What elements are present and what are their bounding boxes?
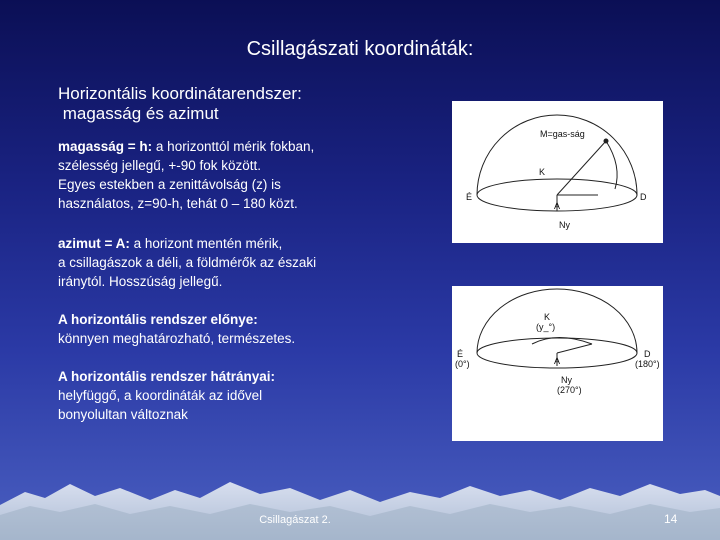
slide-title: Csillagászati koordináták: bbox=[246, 38, 474, 60]
horizon-diagram-2 bbox=[452, 286, 663, 441]
page-number: 14 bbox=[664, 512, 678, 526]
altitude-text: a horizonttól mérik fokban, bbox=[152, 139, 315, 154]
horizon-diagram-1 bbox=[452, 101, 663, 243]
south-degree-label: (180°) bbox=[635, 359, 660, 369]
altitude-line-3: Egyes estekben a zenittávolság (z) is bbox=[58, 177, 281, 192]
horizon-diagram-1-svg bbox=[452, 101, 663, 243]
azimuth-label: A bbox=[554, 201, 561, 211]
advantage-heading: A horizontális rendszer előnye: bbox=[58, 312, 258, 327]
azimuth-line-2: a csillagászok a déli, a földmérők az északi bbox=[58, 255, 317, 270]
horizon-diagram-2-svg bbox=[452, 286, 663, 441]
advantage-text: könnyen meghatározható, természetes. bbox=[58, 331, 296, 346]
subtitle-line-1: Horizontális koordinátarendszer: bbox=[58, 84, 302, 103]
disadvantage-line-3: bonyolultan változnak bbox=[58, 407, 188, 422]
altitude-line-4: használatos, z=90-h, tehát 0 – 180 közt. bbox=[58, 196, 298, 211]
north-degree-label: (0°) bbox=[455, 359, 470, 369]
east-label-2: K bbox=[544, 312, 551, 322]
east-degree-label: (y_°) bbox=[536, 322, 556, 332]
paragraph-disadvantage bbox=[58, 367, 408, 424]
south-label-2: D bbox=[644, 349, 651, 359]
disadvantage-line-2: helyfüggő, a koordináták az idővel bbox=[58, 388, 263, 403]
east-label: K bbox=[539, 167, 546, 177]
altitude-label: M=gas-ság bbox=[540, 129, 585, 139]
azimuth-line-3: iránytól. Hosszúság jellegű. bbox=[58, 274, 223, 289]
disadvantage-heading: A horizontális rendszer hátrányai: bbox=[58, 369, 276, 384]
paragraph-altitude bbox=[58, 137, 408, 213]
star-marker bbox=[604, 139, 609, 144]
azimuth-symbol-label: A bbox=[554, 356, 561, 366]
south-label: D bbox=[640, 192, 647, 202]
star-direction-line bbox=[557, 141, 606, 195]
west-label: Ny bbox=[559, 220, 570, 230]
altitude-line-2: szélesség jellegű, +-90 fok között. bbox=[58, 158, 261, 173]
subtitle bbox=[58, 84, 302, 124]
star-direction-line-2 bbox=[557, 344, 592, 353]
west-degree-label: (270°) bbox=[557, 385, 582, 395]
west-label-2: Ny bbox=[561, 375, 572, 385]
altitude-term: magasság = h: bbox=[58, 139, 153, 154]
north-label-2: É bbox=[457, 349, 464, 359]
mountain-landscape-decoration bbox=[0, 460, 720, 540]
celestial-hemisphere-2 bbox=[477, 289, 637, 353]
paragraph-advantage bbox=[58, 310, 408, 348]
north-label: É bbox=[466, 192, 473, 202]
azimuth-text: a horizont mentén mérik, bbox=[129, 236, 283, 251]
subtitle-line-2: magasság és azimut bbox=[58, 104, 219, 123]
footer-title: Csillagászat 2. bbox=[259, 514, 331, 526]
altitude-arc bbox=[606, 141, 617, 189]
paragraph-azimuth bbox=[58, 234, 408, 291]
azimuth-term: azimut = A: bbox=[58, 236, 130, 251]
